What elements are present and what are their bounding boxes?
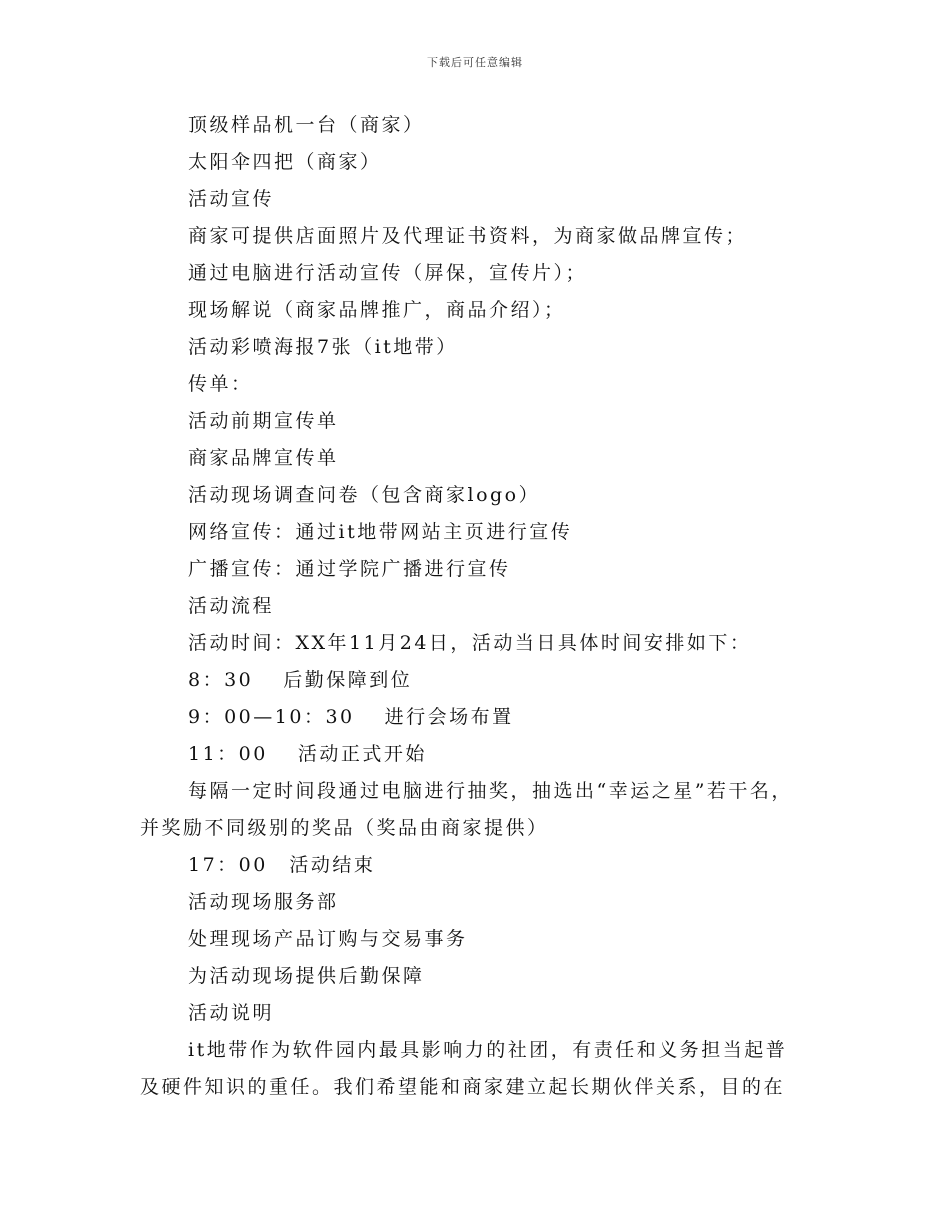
section-heading: 活动流程 bbox=[188, 595, 275, 617]
section-heading: 活动说明 bbox=[188, 1002, 275, 1024]
text-line: 网络宣传：通过it地带网站主页进行宣传 bbox=[188, 521, 573, 543]
text-line: 活动彩喷海报7张（it地带） bbox=[188, 336, 458, 358]
document-body bbox=[140, 107, 810, 1106]
text-line: 及硬件知识的重任。我们希望能和商家建立起长期伙伴关系，目的在 bbox=[140, 1076, 786, 1098]
text-line: 商家可提供店面照片及代理证书资料，为商家做品牌宣传； bbox=[188, 225, 748, 247]
text-line: 通过电脑进行活动宣传（屏保，宣传片）； bbox=[188, 262, 588, 284]
text-line: 处理现场产品订购与交易事务 bbox=[188, 928, 468, 950]
schedule-item: 8：30 后勤保障到位 bbox=[188, 669, 413, 691]
text-line: 活动现场服务部 bbox=[188, 891, 339, 913]
text-line: 活动前期宣传单 bbox=[188, 410, 339, 432]
text-line: 活动现场调查问卷（包含商家logo） bbox=[188, 484, 541, 506]
section-heading: 活动宣传 bbox=[188, 188, 275, 210]
text-line: 顶级样品机一台（商家） bbox=[188, 114, 425, 136]
schedule-item: 17：00 活动结束 bbox=[188, 854, 376, 876]
text-line: 现场解说（商家品牌推广，商品介绍）； bbox=[188, 299, 566, 321]
schedule-item: 11：00 活动正式开始 bbox=[188, 743, 427, 765]
text-line: 并奖励不同级别的奖品（奖品由商家提供） bbox=[140, 817, 549, 839]
text-line: it地带作为软件园内最具影响力的社团，有责任和义务担当起普 bbox=[188, 1039, 788, 1061]
page-header: 下载后可任意编辑 bbox=[427, 56, 523, 69]
text-line: 为活动现场提供后勤保障 bbox=[188, 965, 425, 987]
text-line: 太阳伞四把（商家） bbox=[188, 151, 382, 173]
text-line: 广播宣传：通过学院广播进行宣传 bbox=[188, 558, 511, 580]
text-line: 商家品牌宣传单 bbox=[188, 447, 339, 469]
schedule-item: 9：00—10：30 进行会场布置 bbox=[188, 706, 514, 728]
text-line: 每隔一定时间段通过电脑进行抽奖，抽选出“幸运之星”若干名， bbox=[188, 780, 793, 802]
text-line: 活动时间：XX年11月24日，活动当日具体时间安排如下： bbox=[188, 632, 752, 654]
text-line: 传单： bbox=[188, 373, 253, 395]
